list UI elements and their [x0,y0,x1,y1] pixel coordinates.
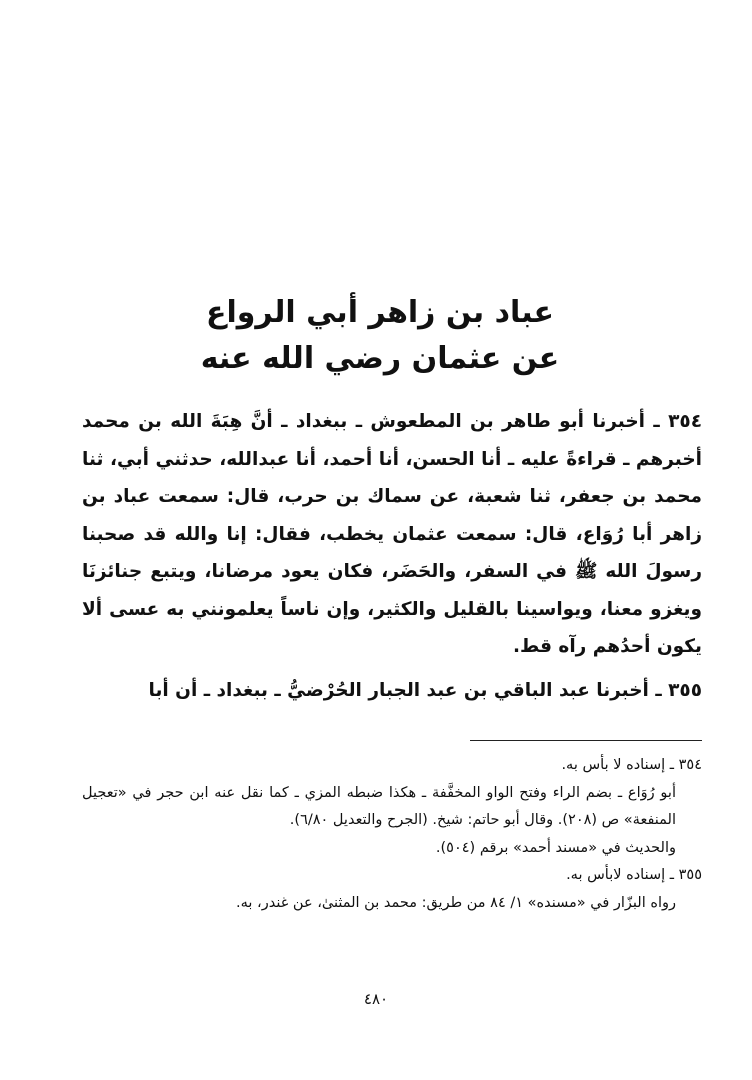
chapter-title-line2: عن عثمان رضي الله عنه [200,341,560,376]
footnote-355-text: رواه البزّار في «مسنده» ١/ ٨٤ من طريق: محمد بن المثنىٰ، عن غندر، به. [236,894,676,911]
footnote-354-text: أبو رُوَاع ـ بضم الراء وفتح الواو المخفَّفة ـ هكذا ضبطه المزي ـ كما نقل عنه ابن حجر في «تعجيل المنفعة» ص (٢٠٨). وقال أبو حاتم: شيخ. (الجرح والتعديل ٦/٨٠). [82,784,676,828]
hadith-number: ٣٥٤ [668,411,702,432]
main-text [82,403,702,709]
page-number: ٤٨٠ [363,990,389,1008]
footnote-divider [470,740,702,741]
footnotes [82,752,702,917]
footnote-355-head: ٣٥٥ ـ إسناده لابأس به. [566,867,702,883]
hadith-text: ـ أخبرنا عبد الباقي بن عبد الجبار الحُرْضيُّ ـ ببغداد ـ أن أبا [148,679,662,701]
footnote-354-reference: والحديث في «مسند أحمد» برقم (٥٠٤). [435,839,676,856]
hadith-number: ٣٥٥ [668,679,702,701]
chapter-title-line1: عباد بن زاهر أبي الرواع [206,295,554,330]
hadith-355 [82,672,702,710]
hadith-text: ـ أخبرنا أبو طاهر بن المطعوش ـ ببغداد ـ أنَّ هِبَةَ الله بن محمد أخبرهم ـ قراءةً عليه ـ أنا الحسن، أنا أحمد، أنا عبدالله، حدثني أبي، ثنا محمد بن جعفر، ثنا شعبة، عن سماك بن حرب، قال: سمعت عباد بن زاهر أبا رُوَاع، قال: سمعت عثمان يخطب، فقال: إنا والله قد صحبنا رسولَ الله ﷺ في السفر، والحَضَر، فكان يعود مرضانا، ويتبع جنائزنَا ويغزو معنا، ويواسينا بالقليل والكثير، وإن ناساً يعلمونني به عسى ألا يكون أحدُهم رآه قط. [82,411,702,657]
hadith-354 [82,403,702,666]
footnote-354-head: ٣٥٤ ـ إسناده لا بأس به. [561,757,702,773]
